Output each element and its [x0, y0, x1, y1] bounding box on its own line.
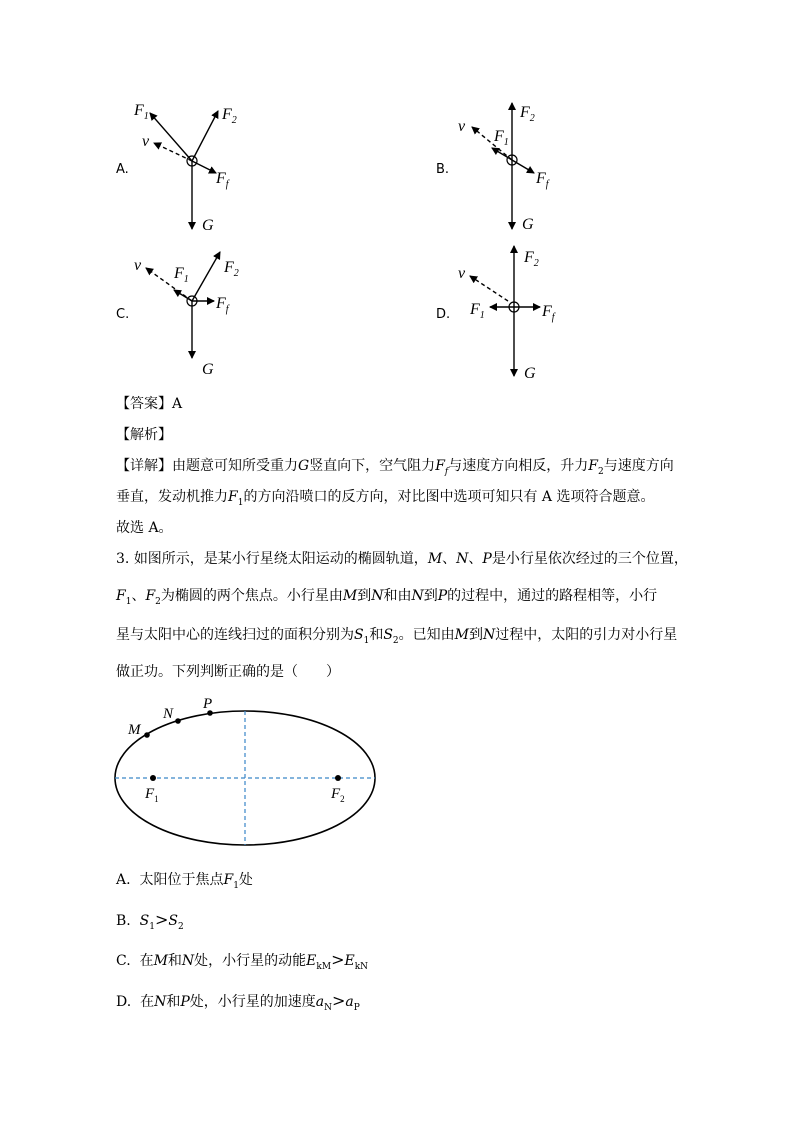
label-f2: $F_2$ — [520, 104, 535, 124]
label-ff: $F_f$ — [542, 303, 555, 323]
arrow-f2 — [192, 252, 220, 301]
label-f2: $F_2$ — [524, 249, 539, 269]
detail-line-1: 【详解】由题意可知所受重力G竖直向下，空气阻力$F_f$与速度方向相反，升力$F_2$与速度方向 — [116, 458, 674, 477]
label-ff: $F_f$ — [216, 170, 229, 190]
option-a-label[interactable]: A. — [116, 162, 129, 177]
label-f1: $F_1$ — [174, 265, 189, 285]
q3-line-1: 3. 如图所示，是某小行星绕太阳运动的椭圆轨道，M、N、P是小行星依次经过的三个位置， — [116, 551, 688, 567]
q3-line-4: 做正功。下列判断正确的是（ ） — [116, 664, 340, 680]
arrow-ff — [192, 161, 216, 173]
q3-line-2: $F_1$、$F_2$为椭圆的两个焦点。小行星由M到N和由N到P的过程中，通过的路程相等，小行 — [116, 588, 658, 607]
choice-b[interactable]: B. $S_1>S_2$ — [116, 910, 184, 932]
label-f1: $F_1$ — [134, 102, 149, 122]
label-v: v — [142, 133, 150, 150]
option-b-label[interactable]: B. — [436, 162, 450, 177]
option-c-force-diagram — [130, 240, 260, 385]
label-v: v — [458, 118, 466, 135]
arrow-ff — [512, 160, 534, 173]
point-n — [175, 718, 181, 724]
q3-line-3: 星与太阳中心的连线扫过的面积分别为$S_1$和$S_2$。已知由M到N过程中，太阳的引力对小行星 — [116, 627, 678, 646]
label-g: G — [524, 365, 536, 382]
label-f2: $F_2$ — [222, 106, 237, 126]
label-v: v — [458, 265, 466, 282]
label-n: N — [163, 706, 174, 722]
label-f1: $F_1$ — [470, 301, 485, 321]
choice-d[interactable]: D. 在N和P处，小行星的加速度$a_N>a_P$ — [116, 991, 360, 1013]
arrow-f1 — [174, 290, 192, 301]
conclusion: 故选 A。 — [116, 520, 173, 536]
option-d-force-diagram — [450, 240, 580, 385]
ellipse-orbit-figure — [100, 690, 400, 850]
label-g: G — [202, 217, 214, 234]
label-m: M — [128, 722, 141, 738]
label-g: G — [202, 361, 214, 378]
choice-a[interactable]: A. 太阳位于焦点$F_1$处 — [116, 872, 253, 891]
choice-c[interactable]: C. 在M和N处，小行星的动能$E_{kM}>E_{kN}$ — [116, 950, 369, 972]
detail-line-2: 垂直，发动机推力$F_1$的方向沿喷口的反方向，对比图中选项可知只有 A 选项符合题意。 — [116, 489, 655, 508]
option-a-force-diagram — [130, 95, 260, 240]
arrow-f2 — [192, 111, 218, 161]
label-p: P — [203, 696, 213, 712]
option-b-force-diagram — [450, 95, 580, 240]
arrow-f1 — [150, 113, 192, 161]
label-f1: $F_1$ — [145, 786, 159, 804]
label-f2: $F_2$ — [331, 786, 345, 804]
focus-f2-point — [335, 775, 341, 781]
label-ff: $F_f$ — [536, 170, 549, 190]
label-f2: $F_2$ — [224, 259, 239, 279]
answer: 【答案】A — [116, 396, 183, 412]
focus-f1-point — [150, 775, 156, 781]
option-d-label[interactable]: D. — [436, 307, 451, 322]
label-f1: $F_1$ — [494, 128, 509, 148]
arrow-f1 — [492, 148, 512, 160]
label-ff: $F_f$ — [216, 295, 229, 315]
label-g: G — [522, 216, 534, 233]
arrow-velocity — [154, 143, 192, 161]
label-v: v — [134, 257, 142, 274]
analysis-heading: 【解析】 — [116, 427, 172, 443]
point-m — [144, 732, 150, 738]
arrow-velocity — [470, 276, 508, 301]
option-c-label[interactable]: C. — [116, 307, 130, 322]
